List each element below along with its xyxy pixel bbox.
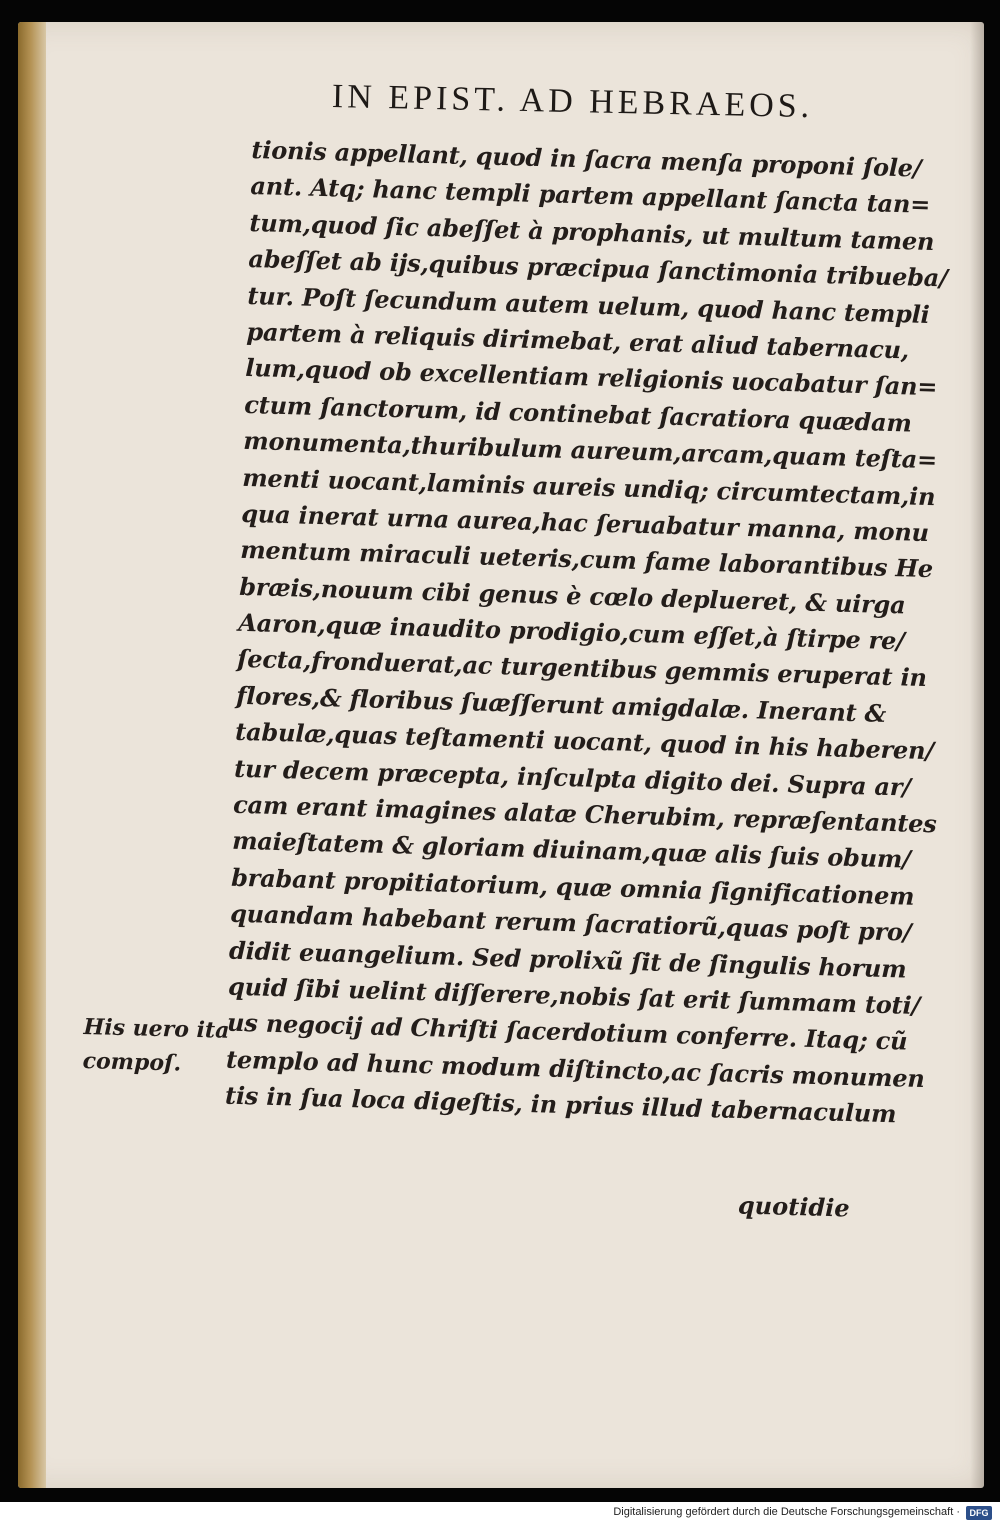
text-line: tur. Poſt ſecundum autem uelum, quod hanc templi [247, 280, 930, 329]
text-line: brabant propitiatorium, quæ omnia ſignificationem [230, 862, 915, 911]
text-line: tabulæ,quas teſtamenti uocant, quod in his haberen/ [234, 717, 935, 766]
text-line: ant. Atq; hanc templi partem appellant ſancta tan= [250, 171, 931, 220]
text-line: tionis appellant, quod in ſacra menſa proponi ſole/ [251, 134, 922, 183]
marginal-note-line: His uero ita [83, 1013, 230, 1044]
text-line: lum,quod ob excellentiam religionis uocabatur ſan= [245, 353, 938, 402]
marginal-note [82, 1010, 234, 1082]
text-line: mentum miraculi ueteris,cum fame laborantibus He [239, 535, 934, 584]
marginal-note-line: compoſ. [82, 1047, 182, 1077]
text-line: bræis,nouum cibi genus è cœlo deplueret, & uirga [238, 571, 906, 620]
text-line: Aaron,quæ inaudito prodigio,cum eſſet,à ſtirpe re/ [237, 607, 906, 656]
text-line: abeſſet ab ijs,quibus præcipua ſanctimonia tribueba/ [248, 244, 949, 293]
text-line: tur decem præcepta, inſculpta digito dei. Supra ar/ [233, 753, 912, 802]
text-line: maieſtatem & gloriam diuinam,quæ alis ſuis obum/ [231, 826, 912, 875]
text-line: tis in ſua loca digeſtis, in prius illud tabernaculum [224, 1080, 897, 1129]
footer-bar [0, 1502, 1000, 1524]
text-line: templo ad hunc modum diſtincto,ac ſacris monumen [225, 1044, 926, 1093]
text-line: menti uocant,laminis aureis undiq; circumtectam,in [241, 462, 936, 511]
text-line: ſecta,fronduerat,ac turgentibus gemmis eruperat in [236, 644, 928, 693]
body-text [224, 132, 949, 1132]
running-head: IN EPIST. AD HEBRAEOS. [331, 78, 814, 126]
text-line: quandam habebant rerum ſacratiorũ,quas poſt pro/ [229, 898, 912, 947]
funding-credit: Digitalisierung gefördert durch die Deutsche Forschungsgemeinschaft · [613, 1506, 960, 1518]
text-line: ctum ſanctorum, id continebat ſacratiora quædam [243, 389, 913, 438]
dfg-logo-icon: DFG [966, 1506, 992, 1520]
page-edge-shadow [970, 22, 984, 1488]
text-line: monumenta,thuribulum aureum,arcam,quam teſta= [242, 426, 938, 475]
text-line: flores,& floribus ſuæſſerunt amigdalæ. Inerant & [235, 680, 887, 728]
text-line: quid ſibi uelint diſſerere,nobis ſat erit ſummam toti/ [227, 971, 921, 1020]
text-line: cam erant imagines alatæ Cherubim, repræſentantes [232, 789, 938, 839]
text-line: us negocij ad Chriſti ſacerdotium conferre. Itaq; cũ [226, 1008, 908, 1057]
catchword: quotidie [737, 1190, 850, 1223]
page-gutter [18, 22, 46, 1488]
text-line: partem à reliquis dirimebat, erat aliud tabernacu, [246, 316, 910, 365]
text-line: didit euangelium. Sed prolixũ ſit de ſingulis horum [228, 935, 907, 984]
text-line: qua inerat urna aurea,hac ſeruabatur manna, monu [240, 498, 930, 547]
text-line: tum,quod ſic abeſſet à prophanis, ut multum tamen [249, 207, 935, 256]
